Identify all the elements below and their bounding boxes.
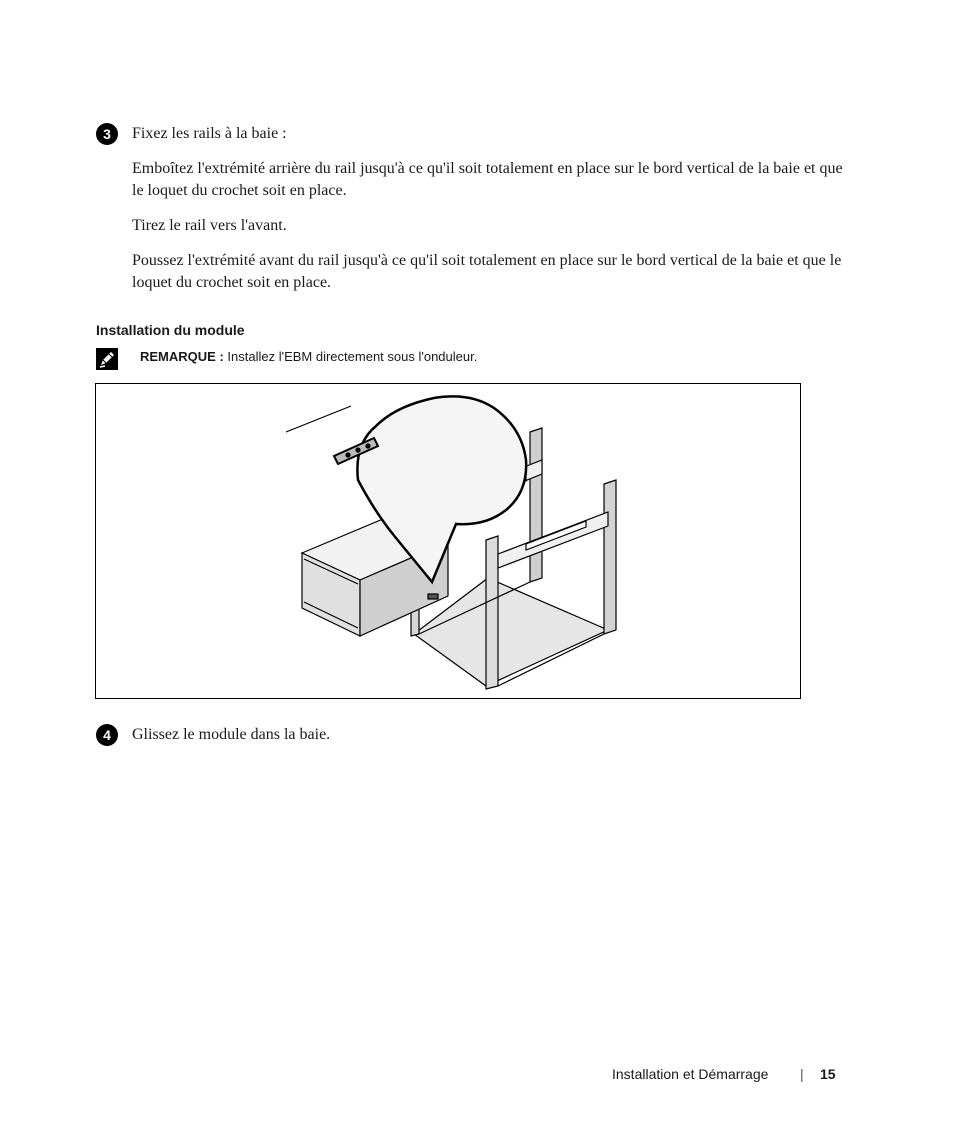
step-3-paragraph-3: Poussez l'extrémité avant du rail jusqu'à ce qu'il soit totalement en place sur le bord vertical de la baie et que le loquet du crochet soit en place.	[132, 252, 842, 291]
note-pencil-icon	[96, 348, 118, 370]
step-3-badge: 3	[96, 123, 118, 145]
step-3-paragraph-2: Tirez le rail vers l'avant.	[132, 217, 287, 234]
step-4-text: Glissez le module dans la baie.	[132, 726, 331, 743]
note-body: Installez l'EBM directement sous l'onduleur.	[227, 349, 478, 364]
note-text	[140, 348, 477, 366]
figure-frame	[95, 383, 801, 699]
rack-installation-illustration	[96, 384, 800, 698]
step-4-badge: 4	[96, 724, 118, 746]
section-title: Installation du module	[96, 322, 245, 338]
step-3-heading: Fixez les rails à la baie :	[132, 125, 287, 142]
page-number: 15	[820, 1066, 836, 1082]
footer-separator: |	[800, 1066, 804, 1082]
step-3-paragraph-1: Emboîtez l'extrémité arrière du rail jusqu'à ce qu'il soit totalement en place sur le bord vertical de la baie et que le loquet du crochet soit en place.	[132, 160, 843, 199]
note-label: REMARQUE :	[140, 349, 224, 364]
footer-section-title: Installation et Démarrage	[612, 1066, 769, 1082]
